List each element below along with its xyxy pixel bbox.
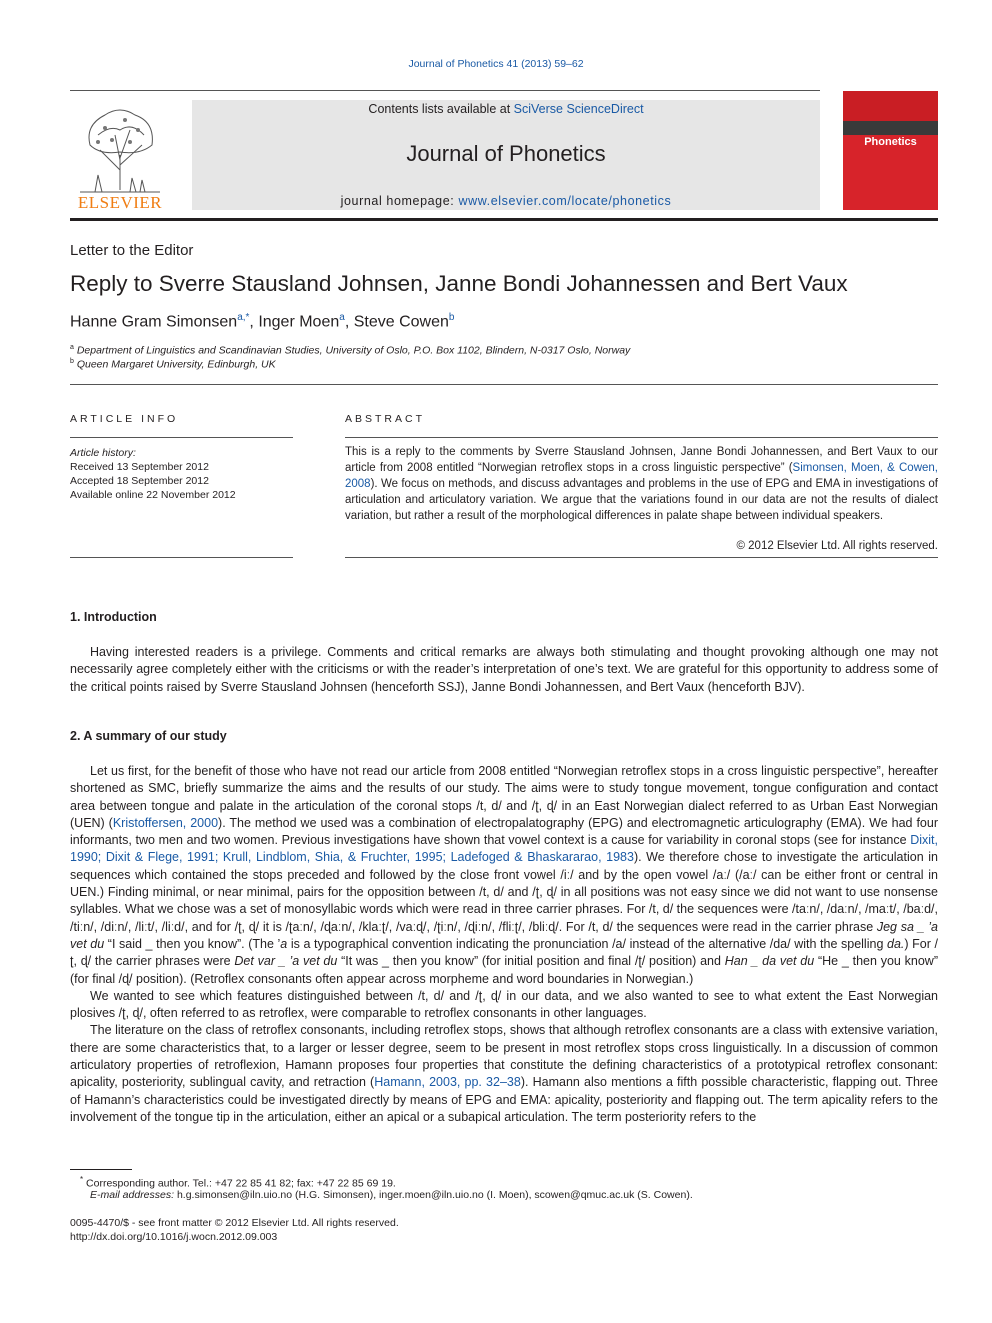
affiliation-mark: b xyxy=(70,358,74,365)
affiliation-b xyxy=(70,358,276,371)
homepage-link[interactable]: www.elsevier.com/locate/phonetics xyxy=(458,194,672,208)
email-note xyxy=(90,1189,693,1201)
header-rule xyxy=(70,90,820,91)
affiliation-text: Queen Margaret University, Edinburgh, UK xyxy=(76,358,276,371)
author-separator: , xyxy=(249,313,259,331)
cover-stripe xyxy=(843,121,938,135)
citation-link[interactable]: Dixit, 1990; Dixit & Flege, 1991; Krull, Lindblom, Shia, & Fruchter, 1995; Ladefoged & Bhaskararao, 1983 xyxy=(70,833,938,865)
abstract-rule-bottom xyxy=(345,557,938,558)
italic-run: a xyxy=(280,936,288,951)
info-rule-top xyxy=(70,437,293,438)
text-run: ). Hamann also mentions a fifth possible characteristic, flapping out. Three of Hamann’s characteristics could be investigated directly by means of EPG and EMA: apicality, posteriority and flapping out. The term apicality refers to the involvement of the tongue tip in the articulation, either an apical or a subapical articulation. The term posteriority refers to the xyxy=(70,1075,938,1124)
citation-link[interactable]: Kristoffersen, 2000 xyxy=(112,815,219,830)
author-name: Steve Cowen xyxy=(353,313,449,331)
doi-link[interactable]: http://dx.doi.org/10.1016/j.wocn.2012.09.003 xyxy=(70,1231,278,1243)
author-name: Hanne Gram Simonsen xyxy=(70,313,238,331)
cover-title: Phonetics xyxy=(864,136,917,148)
accepted-date: Accepted 18 September 2012 xyxy=(70,475,209,487)
abstract-part: This is a reply to the comments by Sverre Stausland Johnsen, Janne Bondi Johannessen, and Bert Vaux to our article from 2008 entitled “Norwegian retroflex stops in a cross linguistic perspective” ( xyxy=(345,446,938,474)
italic-run: Jeg sa _ ’a vet du xyxy=(70,919,938,951)
article-info-heading: ARTICLE INFO xyxy=(70,413,179,425)
text-run: is a typographical convention indicating the pronunciation /a/ instead of the alternative /da/ with the spelling xyxy=(287,936,887,951)
email-label: E-mail addresses: xyxy=(90,1189,175,1201)
section-body-summary xyxy=(70,763,938,1126)
affiliation-mark: a xyxy=(70,344,74,351)
journal-title: Journal of Phonetics xyxy=(406,141,606,166)
text-run: ). We therefore chose to investigate the articulation in sequences which contained the stops preceded and followed by the close front vowel /iː/ and by the open vowel /aː/ (/aː/ can be either front or central in UEN.) Finding minimal, or near minimal, pairs for the opposition between /t, d/ and /ʈ, ɖ/ in all positions was not easy since we did not want to use nonsense syllables. What we chose was a set of monosyllabic words which were read in three carrier phrases. For /t, d/ the sequences were /taːn/, /daːn/, /maːt/, /baːd/, /tiːn/, /diːn/, /liːt/, /liːd/, and for /ʈ, ɖ/ it is /ʈaːn/, /ɖaːn/, /klaːʈ/, /vaːɖ/, /ʈiːn/, /ɖiːn/, /fliːʈ/, /bliːɖ/. For /t, d/ the sequences were read in the carrier phrase xyxy=(70,850,938,934)
article-type: Letter to the Editor xyxy=(70,242,194,259)
section-heading-summary: 2. A summary of our study xyxy=(70,729,227,743)
abstract-part: ). We focus on methods, and discuss advantages and problems in the use of EPG and EMA in investigations of articulation and articulatory variation. We argue that the variations found in our data are not the results of dialect variation, but rather a result of the morphological differences in palate shape between individual speakers. xyxy=(345,478,938,522)
paragraph: We wanted to see which features distinguished between /t, d/ and /ʈ, ɖ/ in our data, and we also wanted to see to what extent the East Norwegian plosives /ʈ, ɖ/, often referred to as retroflex, were comparable to retroflex consonants in other languages. xyxy=(70,988,938,1021)
homepage-line xyxy=(192,194,820,208)
footnote-rule xyxy=(70,1169,132,1170)
text-run: “He _ then you know” (for final /ɖ/ position). (Retroflex consonants often appear across morpheme and word boundaries in Norwegian.) xyxy=(70,954,938,986)
article-history xyxy=(70,446,236,502)
citation-link[interactable]: Hamann, 2003, pp. 32–38 xyxy=(374,1075,521,1090)
section-body-introduction xyxy=(70,644,938,696)
contents-prefix: Contents lists available at xyxy=(368,102,514,116)
text-run: ). The method we used was a combination of electropalatography (EPG) and electromagnetic articulography (EMA). We had four informants, two men and two women. Previous investigations have shown that vowel context is a cause for variability in coronal stops (see for instance xyxy=(70,815,938,848)
text-run: ) For /ʈ, ɖ/ the carrier phrases were xyxy=(70,936,938,969)
abstract-copyright: © 2012 Elsevier Ltd. All rights reserved. xyxy=(736,540,938,552)
sciencedirect-link[interactable]: SciVerse ScienceDirect xyxy=(513,102,644,116)
author-affil-link[interactable]: a xyxy=(339,312,345,323)
paragraph xyxy=(70,763,938,988)
journal-cover-image xyxy=(843,91,938,210)
author-separator: , xyxy=(344,313,354,331)
issn-line: 0095-4470/$ - see front matter © 2012 Elsevier Ltd. All rights reserved. xyxy=(70,1217,399,1229)
citation-link[interactable]: Simonsen, Moen, & Cowen, 2008 xyxy=(345,462,938,490)
text-run: Let us first, for the benefit of those who have not read our article from 2008 entitled “Norwegian retroflex stops in a cross linguistic perspective”, hereafter shortened as SMC, briefly summarize the aims and the results of our study. The aims were to study tongue movement, tongue configuration and contact area between tongue and palate in the articulation of the coronal stops /t, d/ and /ʈ, ɖ/ in an East Norwegian dialect referred to as Urban East Norwegian (UEN) ( xyxy=(70,764,938,830)
affiliation-text: Department of Linguistics and Scandinavian Studies, University of Oslo, P.O. Box 1102, Blindern, N-0317 Oslo, Norway xyxy=(76,344,631,357)
email-text[interactable]: h.g.simonsen@iln.uio.no (H.G. Simonsen), inger.moen@iln.uio.no (I. Moen), scowen@qmuc.ac.uk (S. Cowen). xyxy=(174,1189,693,1201)
contents-line xyxy=(192,102,820,116)
author-affil-link[interactable]: a,* xyxy=(237,312,250,323)
header-thick-rule xyxy=(70,218,938,221)
publisher-wordmark: ELSEVIER xyxy=(77,193,163,212)
article-title: Reply to Sverre Stausland Johnsen, Janne Bondi Johannessen and Bert Vaux xyxy=(70,271,848,296)
cover-top-band xyxy=(843,91,938,121)
history-label: Article history: xyxy=(70,447,136,459)
paragraph: Having interested readers is a privilege. Comments and critical remarks are always both stimulating and thought provoking although one may not necessarily agree completely either with the criticisms or with the reader’s interpretation of one’s text. We are grateful for this opportunity to address some of the critical points raised by Sverre Stausland Johnsen (henceforth SSJ), Janne Bondi Johannessen, and Bert Vaux (henceforth BJV). xyxy=(70,645,938,694)
footnote-text: Corresponding author. Tel.: +47 22 85 41 82; fax: +47 22 85 69 19. xyxy=(83,1177,396,1190)
journal-citation[interactable]: Journal of Phonetics 41 (2013) 59–62 xyxy=(408,58,584,70)
received-date: Received 13 September 2012 xyxy=(70,461,209,473)
corresponding-author-note xyxy=(80,1175,396,1190)
italic-run: Han _ da vet du xyxy=(724,954,815,969)
paragraph xyxy=(70,1022,938,1126)
italic-run: Det var _ ’a vet du xyxy=(234,954,338,969)
italic-run: da. xyxy=(887,936,905,951)
footnote-mark: * xyxy=(80,1175,84,1184)
info-rule-bottom xyxy=(70,557,293,558)
text-run: The literature on the class of retroflex consonants, including retroflex stops, shows that although retroflex consonants are a class with extensive variation, there are some characteristics that, to a larger or lesser degree, seem to be present in most retroflex stops cross linguistically. In a discussion of common articulatory properties of retroflexion, Hamann proposes four properties that constitute the defining characteristics of a prototypical retroflex consonant: apicality, posteriority, sublingual cavity, and retraction ( xyxy=(70,1023,938,1090)
author-name: Inger Moen xyxy=(258,313,340,331)
heading-rule xyxy=(70,384,938,385)
text-run: “It was _ then you know” (for initial position and final /ʈ/ position) and xyxy=(337,954,725,969)
abstract-rule-top xyxy=(345,437,938,438)
section-heading-introduction: 1. Introduction xyxy=(70,610,157,624)
abstract-heading: ABSTRACT xyxy=(345,413,426,425)
text-run: “I said _ then you know”. (The ’ xyxy=(104,936,281,951)
author-affil-link[interactable]: b xyxy=(448,312,455,323)
author-list xyxy=(70,312,454,331)
abstract-text xyxy=(345,444,938,524)
homepage-prefix: journal homepage: xyxy=(340,194,459,208)
affiliation-a xyxy=(70,344,630,357)
online-date: Available online 22 November 2012 xyxy=(70,489,236,501)
